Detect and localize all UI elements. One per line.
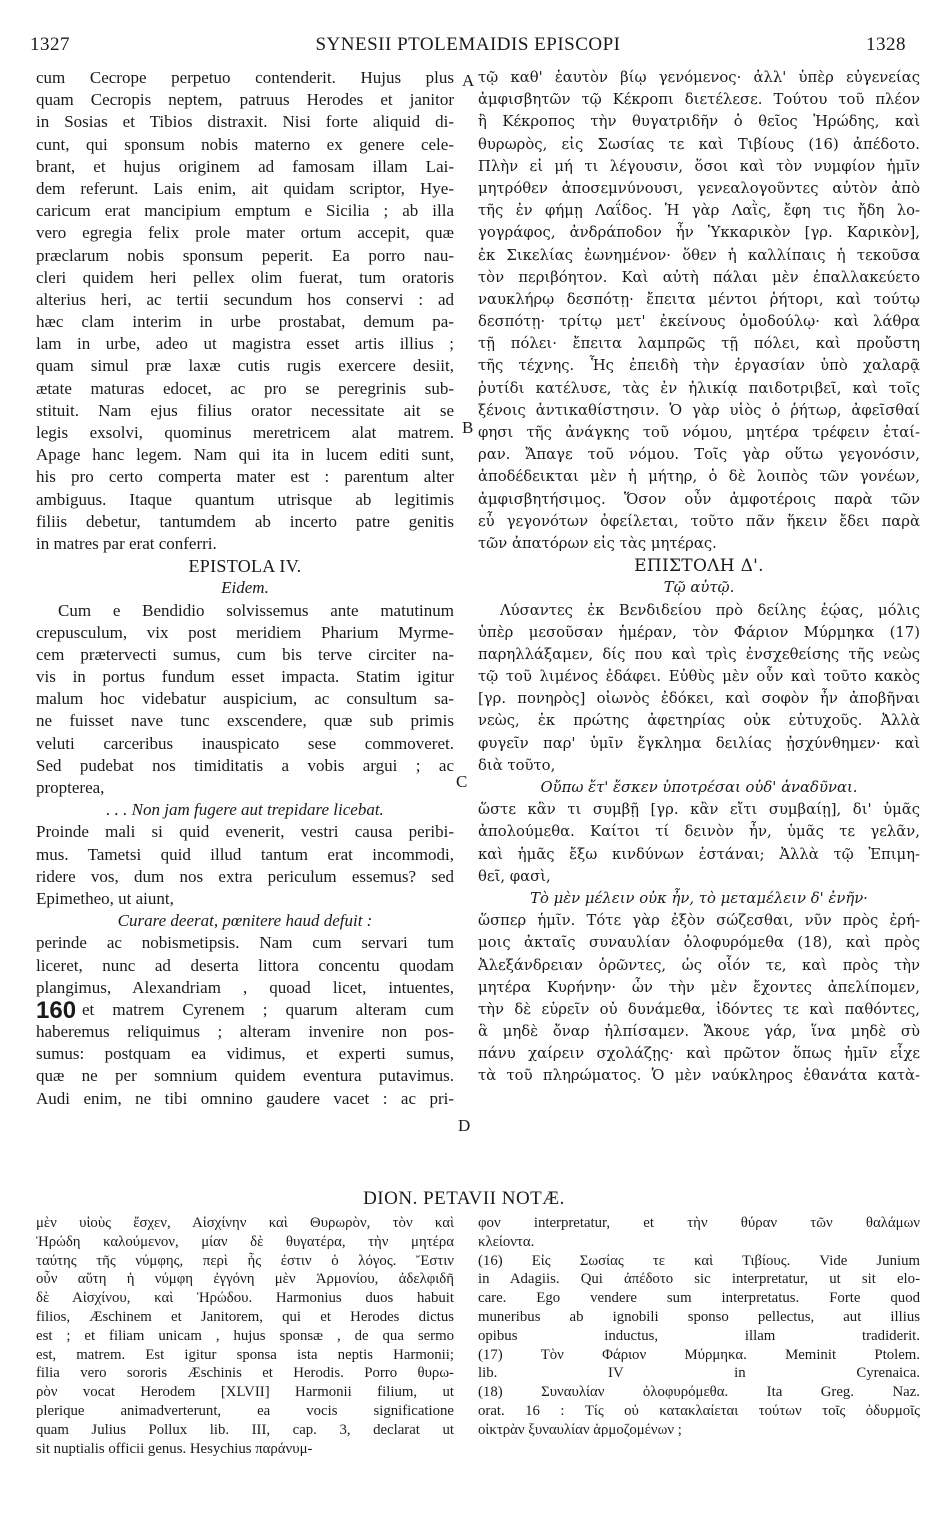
text-line: his pro certo comperta mater est : parentum alter [36, 467, 454, 487]
verse-quote: Οὔπω ἔτ' ἔσκεν ὑποτρέσαι οὐδ' ἀναδῦναι. [540, 779, 858, 796]
text-line: μοις ἀκταῖς συναυλίαν ὀλοφυρόμεθα (18), καὶ πρὸς [478, 934, 920, 952]
text-line: δεσπότῃ· τρίτῳ μετ' ἐκείνους ὁμοδούλῳ· καὶ λάθρα [478, 313, 920, 331]
text-line: Cum e Bendidio solvissemus ante matutinum [58, 600, 454, 620]
note-line: (16) Εἰς Σωσίας τε καὶ Τιβίους. Vide Junium [478, 1252, 920, 1269]
text-line: τῆς ἐν φήμῃ Λαΐδος. Ἡ γὰρ Λαῒς, ἔφη τις ἤδη λο- [478, 202, 920, 220]
text-line: vero egregia felix prole mater ortum accepit, quæ [36, 223, 454, 243]
text-line: παρηλλάξαμεν, δίς που καὶ τρὶς ἐνσχεθείσης τῆς νεὼς [478, 645, 920, 663]
text-line: τῷ καθ' ἑαυτὸν βίῳ γενόμενος· ἀλλ' ὑπὲρ εὐγενείας [478, 69, 920, 86]
running-title: SYNESII PTOLEMAIDIS EPISCOPI [315, 34, 621, 55]
text-line: Sed pudebat nos timiditatis a vobis argui ; ac [36, 755, 454, 775]
text-line: ἢ Κέκροπος τὴν θυγατριδῆν ὁ θεῖος Ἡρώδης, καὶ [478, 113, 920, 131]
text-line: τῶν ἀπατόρων εἰς τὰς μητέρας. [478, 534, 717, 552]
text-line: veluti carceribus inauspicato sese commoveret. [36, 733, 454, 753]
text-line: τὴν δὲ εὑρεῖν οὐ δυνάμεθα, ἰδόντες τε καὶ παθόντες, [478, 1000, 920, 1018]
text-line: θυρωρὸς, εἰς Σωσίας τε καὶ Τιβίους (16) ἀπέδοτο. [478, 135, 920, 153]
verse-quote: . . . Non jam fugere aut trepidare licebat. [106, 800, 384, 820]
text-line: ὥστε κἂν τι συμβῇ [γρ. κἂν εἴτι συμβαίῃ], δι' ὑμᾶς [478, 801, 920, 819]
note-line: lib. IV in Cyrenaica. [478, 1365, 920, 1382]
note-line: (18) Συναυλίαν ὀλοφυρόμεθα. Ita Greg. Naz. [478, 1384, 920, 1401]
note-line: ταύτης τῆς νύμφης, περὶ ἧς ἐστιν ὁ λόγος. Ἔστιν [36, 1252, 454, 1269]
text-line: quam Cecropis neptem, patruus Herodes et janitor [36, 90, 454, 110]
text-line: legis exsolvi, quominus meretricem alat matrem. [36, 423, 454, 442]
text-line: propterea, [36, 778, 105, 797]
margin-letter-b: B [462, 418, 474, 437]
text-line: cum Cecrope perpetuo contenderit. Hujus plus [36, 68, 454, 87]
note-line: orat. 16 : Τίς οὐ κατακλαίεται τούτων τοῖς ὀδυρμοῖς [478, 1402, 920, 1419]
text-line: διὰ τοῦτο, [478, 756, 556, 774]
text-line: malum hoc videbatur auspicium, ac consultum sa- [36, 689, 454, 709]
text-line: caricum erat mancipium emptum e Sicilia ; ab illa [36, 201, 454, 221]
note-line: care. Ego vendere sum interpretatus. Forte quod [478, 1290, 920, 1307]
note-line: filia vero sororis Æschinis et Herodis. Porro θυρω- [36, 1365, 454, 1382]
text-line: alterius heri, ac tertii secundum hos conservi : ad [36, 289, 454, 309]
note-line: (17) Τὸν Φάριον Μύρμηκα. Meminit Ptolem. [478, 1346, 920, 1363]
text-line: Audi enim, ne tibi omnino gaudere vacet : ac pri- [36, 1088, 454, 1108]
text-line: Proinde mali si quid evenerit, vestri causa peribi- [36, 822, 454, 842]
note-line: in Adagiis. Qui ἀπέδοτο sic interpretatur, ut sit elo- [478, 1271, 920, 1288]
text-line: ἀμφισβητῶν τῷ Κέκροπι διετέλεσε. Τούτου τοῦ πλέον [478, 91, 920, 109]
text-line: φυγεῖν παρ' ὑμῖν ἔγκλημα δειλίας ᾐσχύνθημεν· καὶ [478, 734, 920, 752]
page-marker: 160 [36, 997, 77, 1024]
note-line: filios, Æschinem et Janitorem, qui et Herodes dictus [36, 1308, 454, 1325]
text-line: πάνυ χαίρειν σχολάζῃς· καὶ πρῶτον ὅπως ἡμῖν εἶχε [478, 1045, 920, 1063]
note-line: μὲν υἱοὺς ἔσχεν, Αἰσχίνην καὶ Θυρωρὸν, τὸν καὶ [36, 1215, 454, 1231]
text-line: cleri quidem heri pellex olim fuerat, tum oratoris [36, 267, 454, 287]
text-line: θεῖ, φασὶ, [478, 867, 551, 885]
text-line: quæ ne per somnium quidem eventura putavimus. [36, 1066, 454, 1086]
text-line: Ἀλεξάνδρειαν ὁρῶντες, ὡς οἷόν τε, καὶ πρὸς τὴν [478, 956, 920, 974]
text-line: cunt, qui sponsum nobis materno ex genere cele- [36, 134, 454, 154]
text-line: lam in urbe, adeo ut magistra esset artis illius ; [36, 334, 454, 354]
text-line: ναυκλήρῳ δεσπότῃ· ἔπειτα μέντοι ῥήτορι, καὶ τούτῳ [478, 290, 920, 308]
running-head [30, 34, 906, 60]
epistle-heading: EPISTOLA IV. [188, 556, 302, 577]
text-line: brant, et hujus originem ad famosam illam Lai- [36, 156, 454, 176]
text-line: in Sosias et Tibios distraxit. Nisi forte aliquid di- [36, 112, 454, 132]
text-line: ὑπὲρ μεσοῦσαν ἡμέραν, τὸν Φάριον Μύρμηκα (17) [478, 623, 920, 641]
text-line: ραν. Ἄπαγε τοῦ νόμου. Τοῖς γὰρ οὕτω γεγονόσιν, [478, 446, 920, 464]
text-line: quam simul præ laxæ cutis rugis exercere desiit, [36, 356, 454, 376]
verse-quote: Curare deerat, pœnitere haud defuit : [117, 911, 373, 931]
note-line: ρὸν vocat Herodem [XLVII] Harmonii filium, ut [36, 1384, 454, 1401]
text-line: ξένοις ἀντικαθίστησιν. Ὁ γὰρ υἱὸς ὁ ῥήτωρ, ἀφεῖσθαί [478, 401, 920, 419]
note-line: sit nuptialis officii genus. Hesychius παράνυμ- [36, 1440, 313, 1457]
text-line: in matres par erat conferri. [36, 533, 217, 553]
text-line: sumus: postquam ea vidimus, et experti sumus, [36, 1044, 454, 1064]
text-line: ἀπολούμεθα. Καίτοι τί δεινὸν ἦν, ὑμᾶς τε γελᾶν, [478, 823, 920, 841]
text-line: [γρ. πονηρὸς] οἰωνὸς ἐδόκει, καὶ σοφὸν ἦν ἀποβῆναι [478, 690, 920, 708]
latin-column [36, 67, 454, 1110]
text-line: filiis debetur, tantumdem ab incerto patre genitis [36, 511, 454, 531]
text-line: τῷ τοῦ λιμένος ἐδάφει. Εὐθὺς μὲν οὖν καὶ τοῦτο κακὸς [478, 668, 920, 686]
note-line: muneribus ab ignobili sponso pellectus, aut illius [478, 1308, 920, 1325]
text-line: τὸν περιβόητον. Καὶ αὐτὴ πάλαι μὲν ἐπαλλακεύετο [478, 268, 920, 286]
text-line: τῆς τέχνης. Ἧς ἐπειδὴ τὴν ἐργασίαν ὑπὸ χαλαρᾷ [478, 357, 920, 375]
notes-right-column [478, 1214, 920, 1440]
text-line: liceret, nunc ad deserta littora concentu quodam [36, 955, 454, 975]
text-line: haberemus reliquimus ; alteram invenire non pos- [36, 1022, 454, 1042]
text-line: stituit. Nam ejus filius orator necessitate ait se [36, 400, 454, 420]
text-line: hæc clam interim in urbe prostabat, demum pa- [36, 312, 454, 332]
note-line: opibus inductus, illam tradiderit. [478, 1327, 920, 1344]
text-line: μητέρα Κυρήνην· ὧν τὴν μὲν ἔχοντες ἀπελίπομεν, [478, 978, 920, 996]
text-line: ambiguus. Itaque quantum utrisque ab legitimis [36, 489, 454, 509]
epistle-heading: ΕΠΙΣΤΟΛΗ Δ'. [634, 556, 764, 577]
text-line: τῇ πόλει· ἔπειτα λαμπρῶς τῇ πόλει, καὶ προὔστη [478, 335, 920, 353]
text-line: Πλὴν εἰ μή τι λέγουσιν, ὅσοι καὶ τὸν νυμφίον ἡμῖν [478, 157, 920, 175]
text-line: dem referunt. Lais enim, ait quidam scriptor, Hye- [36, 178, 454, 198]
text-line: Λύσαντες ἐκ Βενδιδείου πρὸ δείλης ἑῴας, μόλις [500, 601, 920, 619]
text-line: ne fuisset nave tunc exscendere, quæ sub primis [36, 711, 454, 731]
text-line: ridere vos, dum nos extra periculum essemus? sed [36, 866, 454, 886]
margin-letter-d: D [458, 1116, 471, 1135]
text-line: præclarum nobis sponsum peperit. Ea porro nau- [36, 245, 454, 265]
note-line: Ἡρώδη καλούμενον, μίαν δὲ θυγατέρα, τὴν μητέρα [36, 1233, 454, 1250]
note-line: κλείοντα. [478, 1233, 535, 1250]
verse-quote: Τὸ μὲν μέλειν οὐκ ἦν, τὸ μεταμέλειν δ' ἐνῆν· [530, 889, 868, 907]
text-line: Apage hanc legem. Nam qui ita in lucem editi sunt, [36, 445, 454, 465]
notes-title: DION. PETAVII NOTÆ. [363, 1188, 565, 1209]
epistle-addressee: Eidem. [221, 578, 269, 598]
text-line: et matrem Cyrenem ; quarum alteram cum [82, 999, 454, 1019]
text-line: γογράφος, ἀνδράποδον ἦν Ὑκκαρικὸν [γρ. Καρικὸν], [478, 224, 920, 242]
margin-letter-c: C [456, 772, 468, 791]
epistle-addressee: Τῷ αὐτῷ. [663, 579, 735, 597]
text-line: ὥσπερ ἡμῖν. Τότε γὰρ ἐξὸν σώζεσθαι, νῦν πρὸς ἐρή- [478, 912, 920, 930]
text-line: perinde ac nobismetipsis. Nam cum servari tum [36, 933, 454, 953]
text-line: ἐκ Σικελίας ἐωνημένον· ὅθεν ἡ καλλίπαις ἡ τεκοῦσα [478, 246, 920, 264]
left-page-number: 1327 [30, 34, 70, 55]
note-line: plerique animadverterunt, ea vocis significatione [36, 1402, 454, 1419]
note-line: φον interpretatur, et τὴν θύραν τῶν θαλάμων [478, 1215, 920, 1231]
greek-column [478, 67, 920, 1088]
text-line: μητρόθεν ἀποσεμνύνουσι, γενεαλογοῦντες αὐτὸν ἀπὸ [478, 179, 920, 197]
note-line: οἰκτρὰν ξυναυλίαν ἁρμοζομένων ; [478, 1421, 682, 1438]
note-line: quam Julius Pollux lib. III, cap. 3, declarat ut [36, 1421, 454, 1438]
notes-left-column [36, 1214, 454, 1458]
text-line: καὶ ἡμᾶς ἔξω κινδύνων ἑστάναι; Ἀλλὰ τῷ Ἐπιμη- [478, 845, 920, 863]
text-line: ἃ μηδὲ ὄναρ ἠλπίσαμεν. Ἄκουε γάρ, ἵνα μηδὲ σὺ [478, 1023, 920, 1041]
note-line: οὖν αὕτη ἡ νύμφη ἐγγόνη μὲν Ἁρμονίου, ἀδελφιδῆ [36, 1271, 454, 1288]
margin-letter-a: A [462, 71, 475, 90]
text-line: ῥυτίδι κατέλυσε, τὰς ἐν ἡλικίᾳ παιδοτριβεῖ, καὶ τοῖς [478, 379, 920, 397]
note-line: δὲ Αἰσχίνου, καὶ Ἡρώδου. Harmonius duos habuit [36, 1290, 454, 1307]
text-line: τὰ τοῦ πληρώματος. Ὁ μὲν ναύκληρος ἐθανάτα κατὰ- [478, 1067, 920, 1085]
text-line: plangimus, Alexandriam , quoad licet, intuentes, [36, 977, 454, 997]
text-line: νεὼς, ἐκ πρώτης ἀφετηρίας οὐκ εὐτυχοῦς. Ἀλλὰ [478, 712, 920, 730]
text-line: ἀμφισβητήσιμος. Ὅσον οὖν ἀμφοτέροις παρὰ τῶν [478, 490, 920, 508]
text-line: ἀποδέδεικται μὲν ἡ μήτηρ, ὁ δὲ λοιπὸς τῶν γονέων, [478, 468, 920, 486]
text-line: εὖ γεγονότων ὀφείλεται, τοῦτο πᾶν ἥκειν ἔδει παρὰ [478, 512, 920, 530]
note-line: est, matrem. Est igitur sponsa ista neptis Harmonii; [36, 1346, 454, 1363]
text-line: mus. Tametsi quid illud tantum erat incommodi, [36, 844, 454, 864]
text-line: vis in portus fundum esset impacta. Statim igitur [36, 667, 454, 687]
text-line: crepusculum, vix post meridiem Pharium Myrme- [36, 622, 454, 642]
text-line: ætate maturas edocet, ac pro se peregrinis sub- [36, 378, 454, 398]
note-line: est ; et filiam unicam , hujus sponsæ , de qua sermo [36, 1327, 454, 1344]
right-page-number: 1328 [866, 34, 906, 55]
text-line: φησι τῆς ἀνάγκης τοῦ νόμου, μητέρα τρέφειν ἑταί- [478, 424, 920, 441]
text-line: Epimetheo, ut aiunt, [36, 888, 174, 908]
text-line: cem prætervecti sumus, cum bis terve circiter na- [36, 644, 454, 664]
